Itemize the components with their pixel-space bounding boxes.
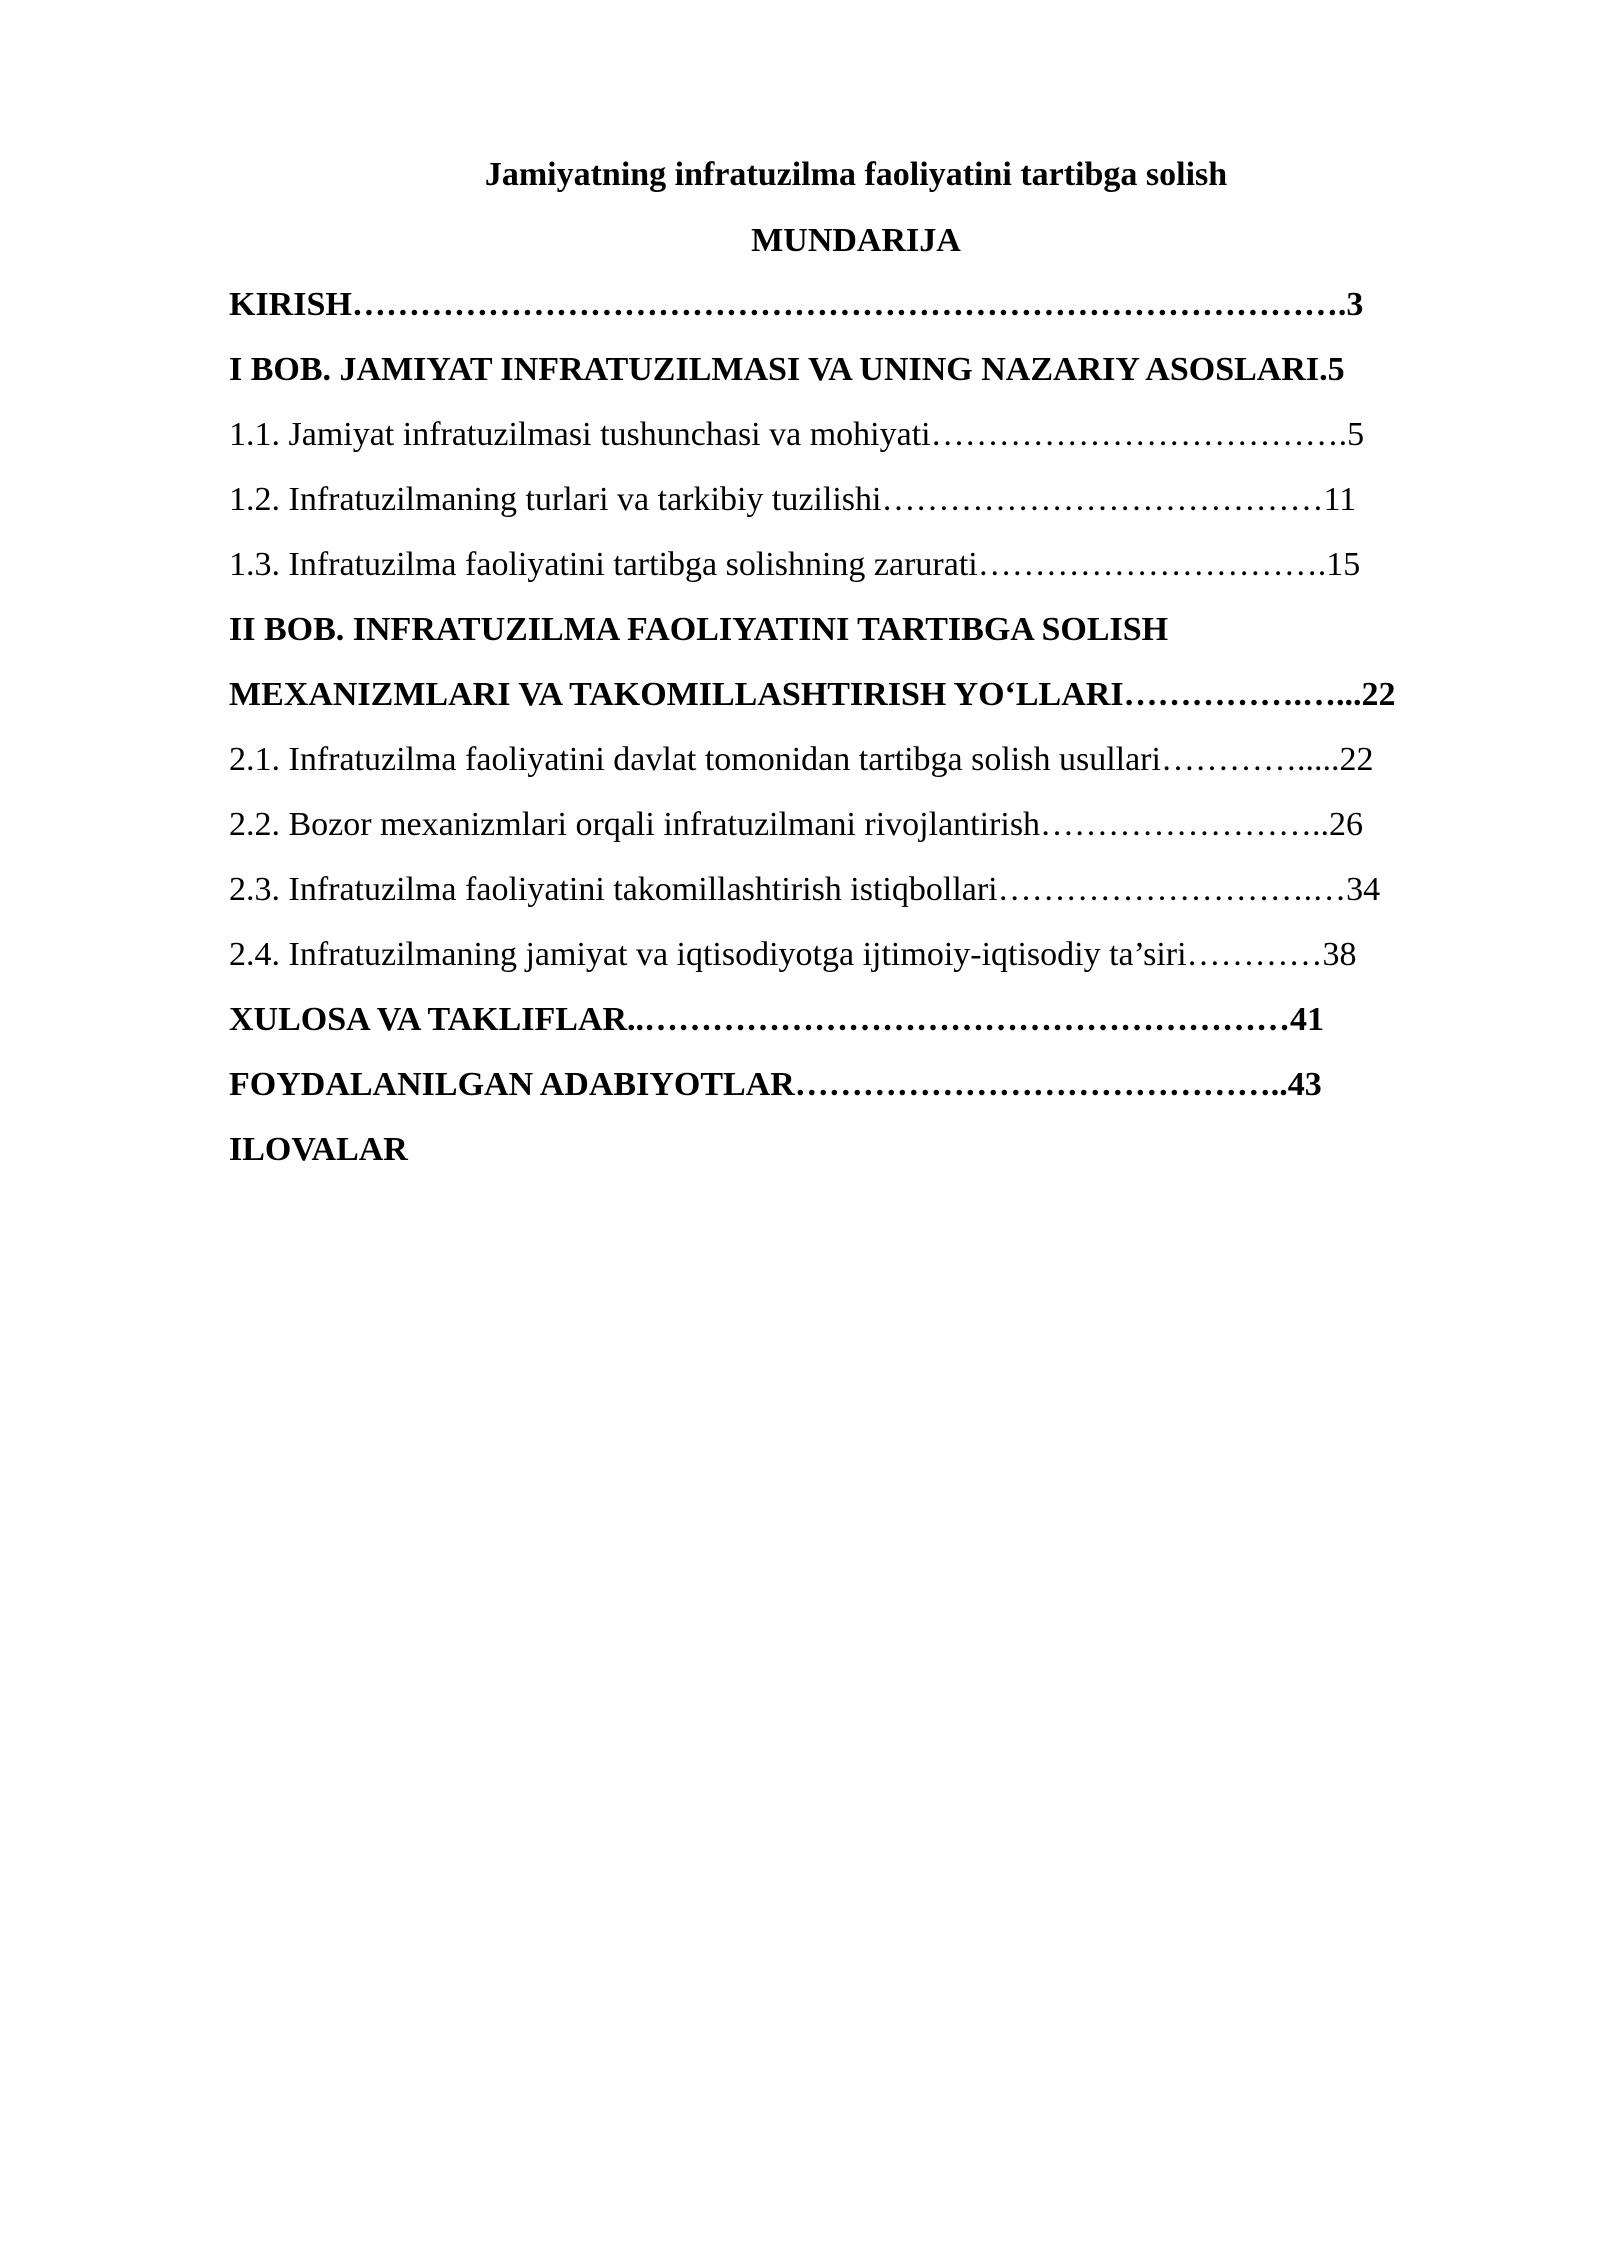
toc-entry-conclusions: XULOSA VA TAKLIFLAR..…………………………………………………41 [229,1001,1325,1038]
toc-entry-2-3: 2.3. Infratuzilma faoliyatini takomillashtirish istiqbollari……………………….…34 [229,871,1381,908]
toc-entry-chapter-1: I BOB. JAMIYAT INFRATUZILMASI VA UNING NAZARIY ASOSLARI.5 [229,351,1345,388]
toc-entry-2-2: 2.2. Bozor mexanizmlari orqali infratuzilmani rivojlantirish……………………..26 [229,806,1364,843]
toc-entry-1-1: 1.1. Jamiyat infratuzilmasi tushunchasi va mohiyati……………………………….5 [229,416,1365,453]
toc-entry-2-1: 2.1. Infratuzilma faoliyatini davlat tomonidan tartibga solish usullari………….....22 [229,741,1374,778]
toc-entry-2-4: 2.4. Infratuzilmaning jamiyat va iqtisodiyotga ijtimoiy-iqtisodiy ta’siri…………38 [229,936,1357,973]
toc-entry-1-3: 1.3. Infratuzilma faoliyatini tartibga solishning zarurati………………………….15 [229,546,1361,583]
toc-entry-kirish: KIRISH…………………………………………………………………………….3 [229,286,1364,323]
toc-entry-1-2: 1.2. Infratuzilmaning turlari va tarkibiy tuzilishi…………………………………11 [229,481,1357,518]
toc-entry-references: FOYDALANILGAN ADABIYOTLAR……………………………………..43 [229,1066,1322,1103]
toc-heading: MUNDARIJA [751,222,961,259]
document-title: Jamiyatning infratuzilma faoliyatini tartibga solish [484,156,1228,193]
table-of-contents [229,280,1493,1190]
toc-entry-appendices: ILOVALAR [229,1131,408,1168]
toc-entry-chapter-2-line-2: MEXANIZMLARI VA TAKOMILLASHTIRISH YO‘LLARI…………….…...22 [229,676,1396,713]
toc-entry-chapter-2-line-1: II BOB. INFRATUZILMA FAOLIYATINI TARTIBGA SOLISH [229,611,1169,648]
